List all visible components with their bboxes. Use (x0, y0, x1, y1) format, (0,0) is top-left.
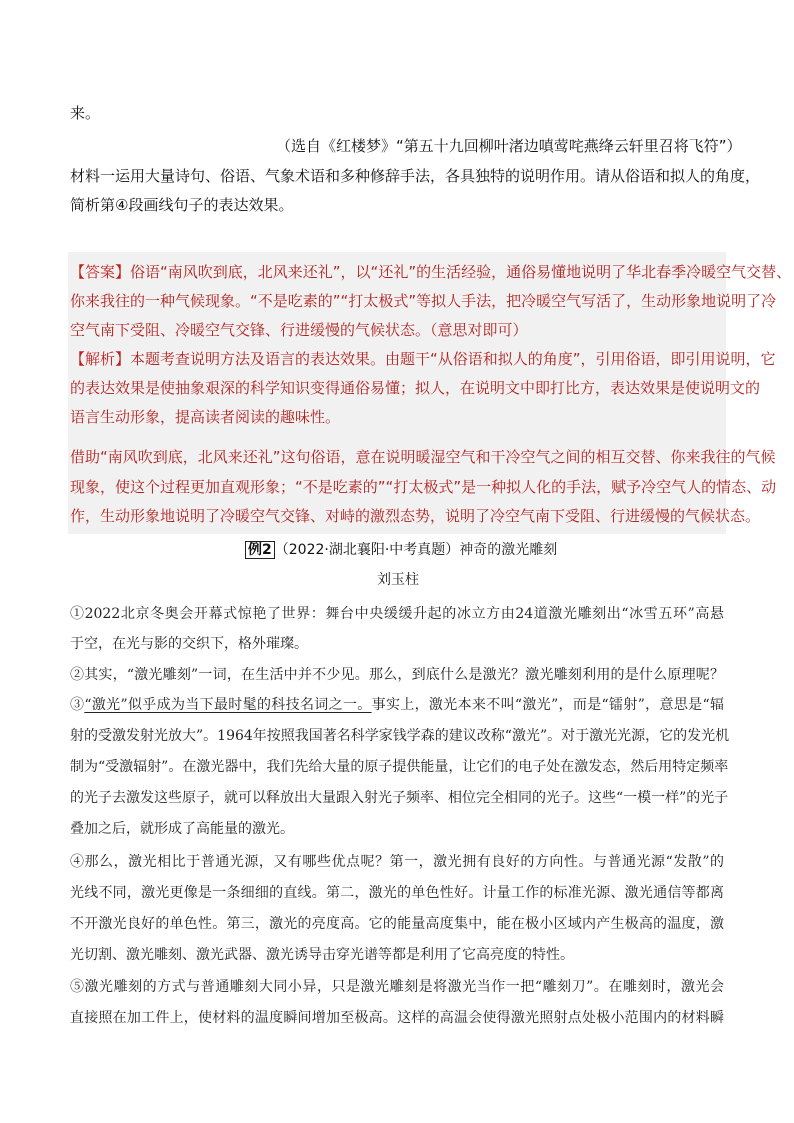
paragraph-4-line-4: 光切割、激光雕刻、激光武器、激光诱导击穿光谱等都是利用了它高亮度的特性。 (70, 947, 574, 963)
paragraph-1-line-1: ①2022北京冬奥会开幕式惊艳了世界：舞台中央缓缓升起的冰立方由24道激光雕刻出“冰雪五环”高悬 (70, 606, 724, 622)
paragraph-1-line-2: 于空，在光与影的交织下，格外璀璨。 (70, 636, 308, 652)
continuation-text: 来。 (70, 104, 101, 122)
analysis-line-5: 现象，使这个过程更加直观形象；“不是吃素的”“打太极式”是一种拟人化的手法，赋予冷空气人的情态、动 (70, 478, 777, 496)
paragraph-3-line-2: 射的受激发射光放大”。1964年按照我国著名科学家钱学森的建议改称“激光”。对于激光光源，它的发光机 (70, 728, 730, 744)
paragraph-4-line-2: 光线不同，激光更像是一条细细的直线。第二，激光的单色性好。计量工作的标准光源、激光通信等都离 (70, 885, 724, 901)
answer-line-2: 你来我往的一种气候现象。“不是吃素的”“打太极式”等拟人手法，把冷暖空气写活了，生动形象地说明了冷 (70, 292, 777, 310)
paragraph-3-number: ③ (70, 697, 85, 713)
underlined-sentence: “激光”似乎成为当下最时髦的科技名词之一。 (84, 697, 372, 713)
paragraph-3-line-5: 叠加之后，就形成了高能量的激光。 (70, 821, 294, 837)
source-citation: （选自《红楼梦》“第五十九回柳叶渚边嗔莺咤燕绛云轩里召将飞符”） (276, 137, 742, 155)
answer-line-3: 空气南下受阻、冷暖空气交锋、行进缓慢的气候状态。（意思对即可） (70, 321, 528, 339)
paragraph-3-line-1 (70, 695, 724, 715)
paragraph-5-line-1: ⑤激光雕刻的方式与普通雕刻大同小异，只是激光雕刻是将激光当作一把“雕刻刀”。在雕刻时，激光会 (70, 979, 724, 995)
example-source: （2022·湖北襄阳·中考真题） (274, 542, 460, 558)
answer-line-1 (70, 262, 792, 282)
analysis-text: 本题考查说明方法及语言的表达效果。由题干“从俗语和拟人的角度”，引用俗语，即引用说明，它 (130, 350, 776, 368)
answer-tag: 【答案】 (70, 263, 131, 281)
analysis-line-2: 的表达效果是使抽象艰深的科学知识变得通俗易懂；拟人，在说明文中即打比方，表达效果是使说明文的 (70, 379, 761, 397)
paragraph-2-line-1: ②其实，“激光雕刻”一词，在生活中并不少见。那么，到底什么是激光？激光雕刻利用的是什么原理呢？ (70, 667, 724, 683)
question-line-2: 简析第④段画线句子的表达效果。 (70, 196, 294, 214)
analysis-line-3: 语言生动形象，提高读者阅读的趣味性。 (70, 408, 341, 426)
analysis-line-4: 借助“南风吹到底，北风来还礼”这句俗语，意在说明暖湿空气和干冷空气之间的相互交替、你来我往的气候 (70, 448, 776, 466)
question-line-1: 材料一运用大量诗句、俗语、气象术语和多种修辞手法，各具独特的说明作用。请从俗语和拟人的角度， (70, 167, 761, 185)
paragraph-3-line-3: 制为“受激辐射”。在激光器中，我们先给大量的原子提供能量，让它们的电子处在激发态，然后用特定频率 (70, 759, 729, 775)
passage-author: 刘玉柱 (377, 572, 419, 588)
paragraph-3-text: 事实上，激光本来不叫“激光”，而是“镭射”，意思是“辐 (371, 697, 724, 713)
paragraph-4-line-3: 不开激光良好的单色性。第三，激光的亮度高。它的能量高度集中，能在极小区域内产生极高的温度，激 (70, 916, 724, 932)
analysis-tag: 【解析】 (70, 350, 131, 368)
paragraph-5-line-2: 直接照在加工件上，使材料的温度瞬间增加至极高。这样的高温会使得激光照射点处极小范围内的材料瞬 (70, 1010, 724, 1026)
example-heading (245, 540, 557, 560)
example-label: 例2 (245, 541, 275, 559)
passage-title: 神奇的激光雕刻 (459, 542, 558, 558)
paragraph-4-line-1: ④那么，激光相比于普通光源，又有哪些优点呢？第一，激光拥有良好的方向性。与普通光源“发散”的 (70, 854, 724, 870)
paragraph-3-line-4: 的光子去激发这些原子，就可以释放出大量跟入射光子频率、相位完全相同的光子。这些“一模一样”的光子 (70, 790, 729, 806)
analysis-line-1 (70, 349, 776, 369)
analysis-line-6: 作，生动形象地说明了冷暖空气交锋、对峙的激烈态势，说明了冷空气南下受阻、行进缓慢的气候状态。 (70, 507, 761, 525)
answer-text: 俗语“南风吹到底，北风来还礼”，以“还礼”的生活经验，通俗易懂地说明了华北春季冷暖空气交替、 (130, 263, 792, 281)
